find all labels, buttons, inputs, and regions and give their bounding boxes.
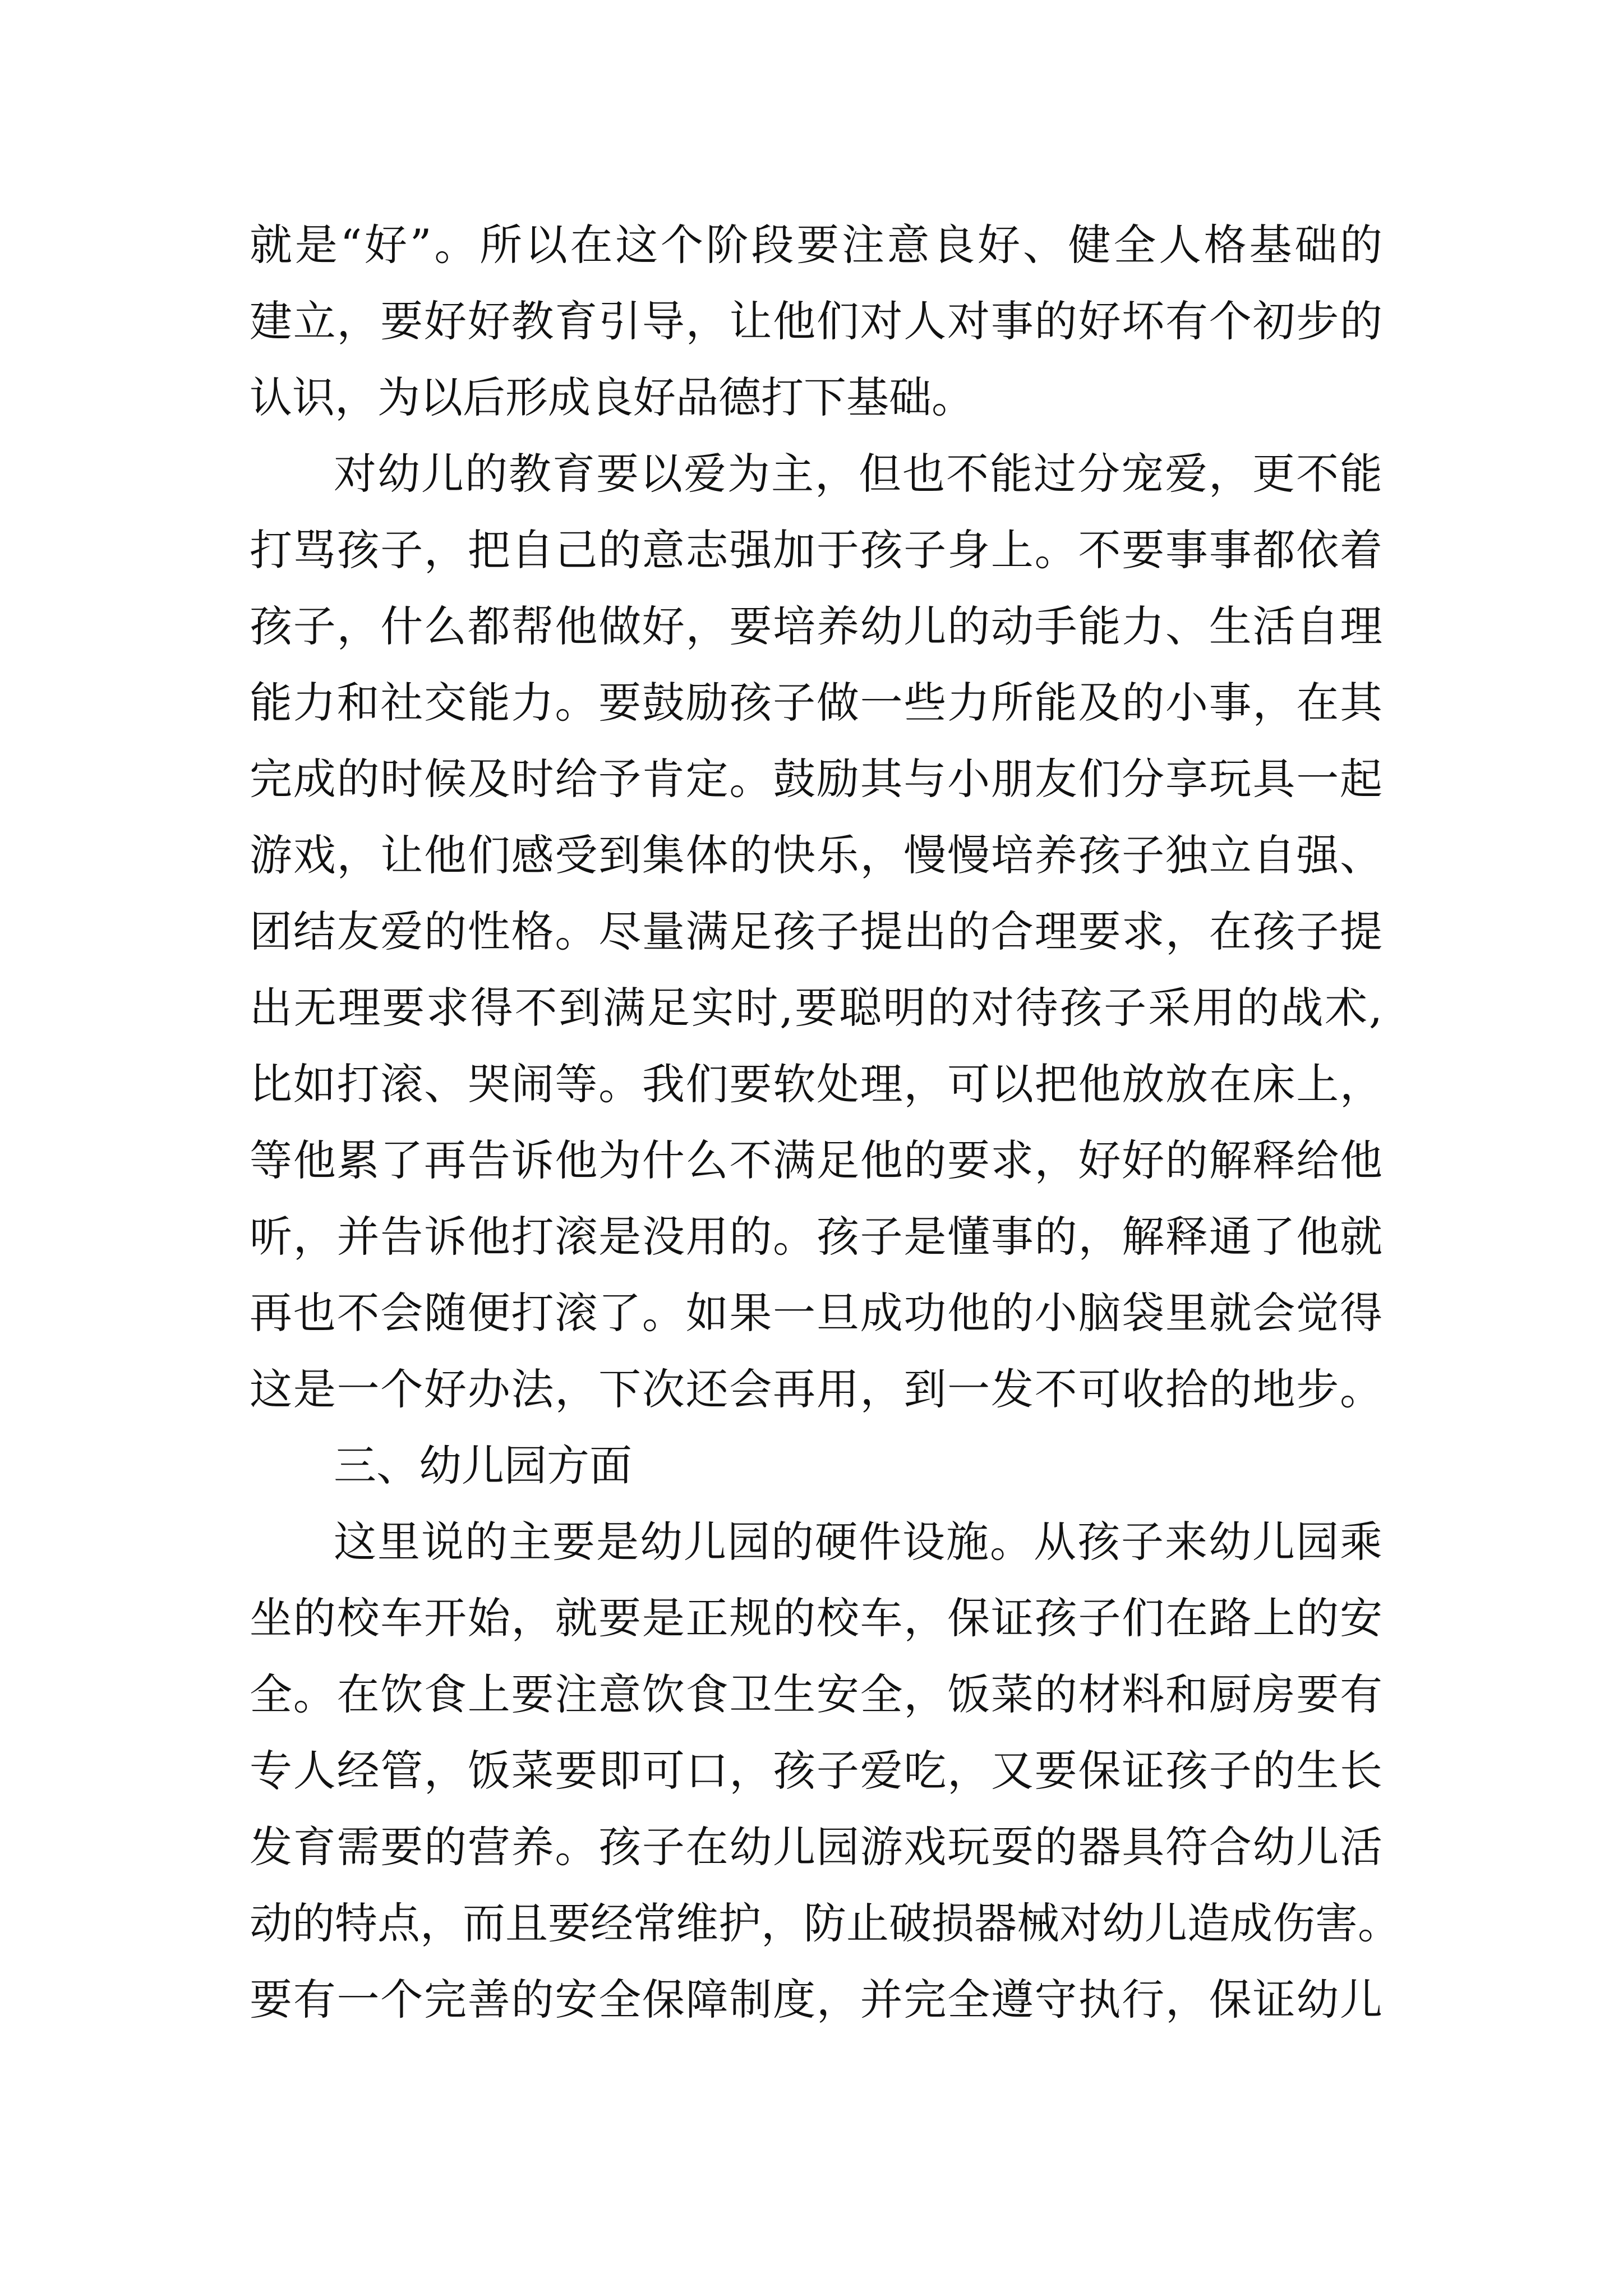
paragraph-3-line-6: 动的特点，而且要经常维护，防止破损器械对幼儿造成伤害。 — [250, 1898, 1400, 1948]
paragraph-3-line-5: 发育需要的营养。孩子在幼儿园游戏玩耍的器具符合幼儿活 — [250, 1822, 1382, 1872]
paragraph-2-line-5: 完成的时候及时给予肯定。鼓励其与小朋友们分享玩具一起 — [250, 754, 1382, 804]
paragraph-3-line-7: 要有一个完善的安全保障制度，并完全遵守执行，保证幼儿 — [250, 1975, 1382, 2024]
paragraph-3-line-3: 全。在饮食上要注意饮食卫生安全，饭菜的材料和厨房要有 — [250, 1669, 1382, 1719]
paragraph-2-line-7: 团结友爱的性格。尽量满足孩子提出的合理要求，在孩子提 — [250, 907, 1382, 956]
paragraph-2-line-8: 出无理要求得不到满足实时,要聪明的对待孩子采用的战术, — [250, 983, 1382, 1033]
paragraph-2-line-10: 等他累了再告诉他为什么不满足他的要求，好好的解释给他 — [250, 1135, 1382, 1185]
paragraph-3-line-2: 坐的校车开始，就要是正规的校车，保证孩子们在路上的安 — [250, 1593, 1382, 1643]
paragraph-2-line-2: 打骂孩子，把自己的意志强加于孩子身上。不要事事都依着 — [250, 525, 1382, 575]
paragraph-1-line-1: 就是“好”。所以在这个阶段要注意良好、健全人格基础的 — [250, 220, 1382, 270]
paragraph-1-line-2: 建立，要好好教育引导，让他们对人对事的好坏有个初步的 — [250, 296, 1382, 346]
paragraph-2-line-4: 能力和社交能力。要鼓励孩子做一些力所能及的小事，在其 — [250, 678, 1382, 728]
paragraph-1-line-3: 认识，为以后形成良好品德打下基础。 — [250, 372, 974, 422]
paragraph-3-line-1: 这里说的主要是幼儿园的硬件设施。从孩子来幼儿园乘 — [334, 1517, 1382, 1567]
paragraph-3-line-4: 专人经管，饭菜要即可口，孩子爱吃，又要保证孩子的生长 — [250, 1746, 1382, 1796]
paragraph-2-line-12: 再也不会随便打滚了。如果一旦成功他的小脑袋里就会觉得 — [250, 1288, 1382, 1338]
paragraph-2-line-3: 孩子，什么都帮他做好，要培养幼儿的动手能力、生活自理 — [250, 601, 1382, 651]
section-heading: 三、幼儿园方面 — [334, 1441, 632, 1490]
paragraph-2-line-9: 比如打滚、哭闹等。我们要软处理，可以把他放放在床上， — [250, 1059, 1382, 1109]
paragraph-2-line-6: 游戏，让他们感受到集体的快乐，慢慢培养孩子独立自强、 — [250, 830, 1382, 880]
paragraph-2-line-1: 对幼儿的教育要以爱为主，但也不能过分宠爱，更不能 — [334, 449, 1382, 499]
paragraph-2-line-11: 听，并告诉他打滚是没用的。孩子是懂事的，解释通了他就 — [250, 1212, 1382, 1262]
paragraph-2-line-13: 这是一个好办法，下次还会再用，到一发不可收拾的地步。 — [250, 1364, 1382, 1414]
